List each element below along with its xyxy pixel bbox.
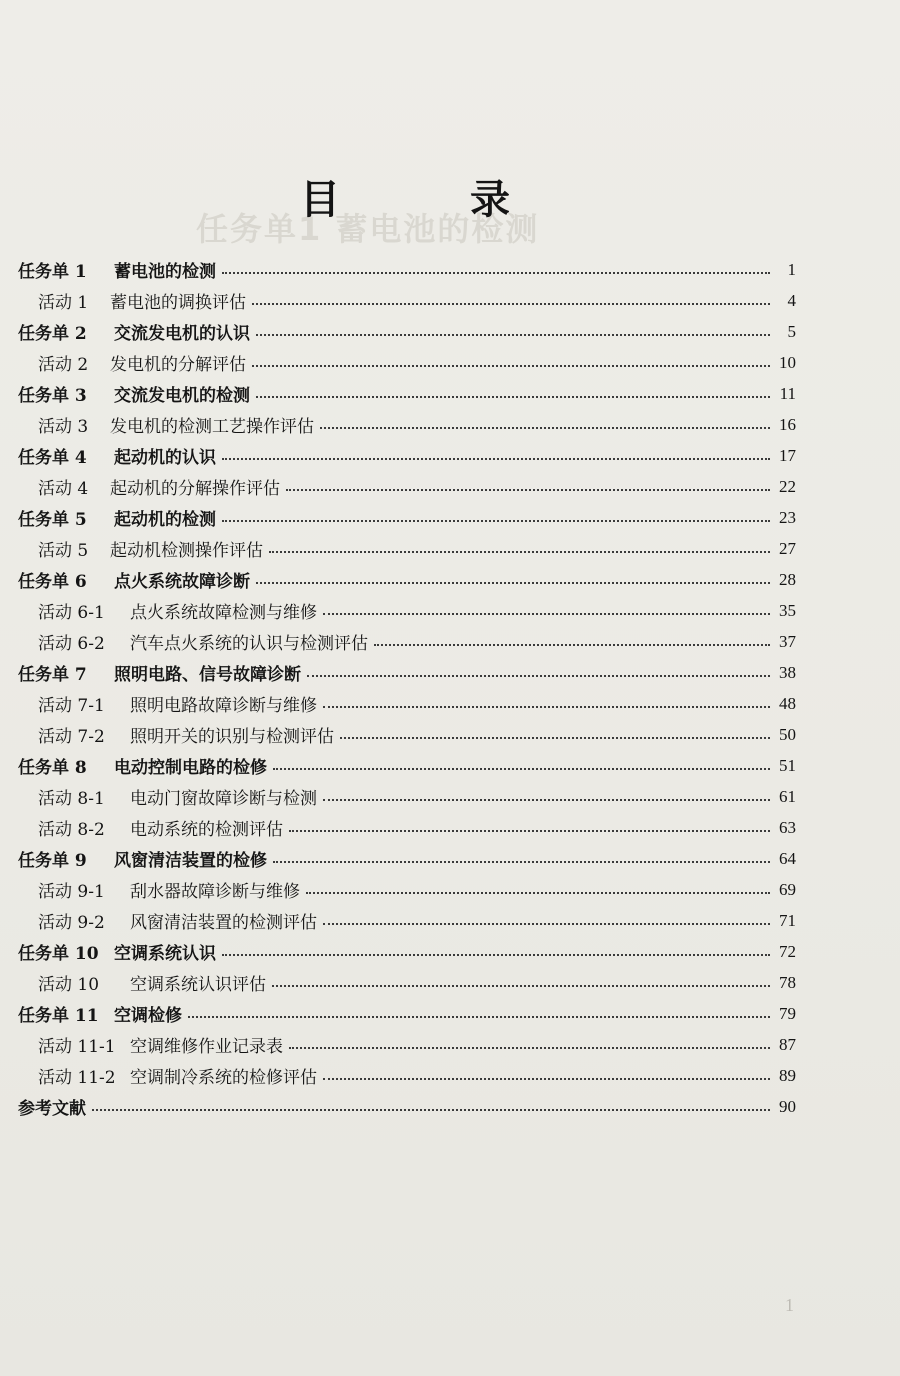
toc-page-number: 48 — [779, 693, 796, 713]
toc-activity-entry[interactable] — [18, 905, 796, 936]
toc-entry-title: 风窗清洁装置的检修 — [114, 851, 267, 871]
toc-entry-number: 活动 11-2 — [38, 1068, 116, 1088]
toc-entry-title: 起动机检测操作评估 — [110, 541, 263, 561]
toc-entry-label — [18, 567, 256, 592]
toc-entry-title: 发电机的分解评估 — [110, 355, 246, 375]
toc-entry-number: 任务单 2 — [18, 324, 87, 344]
toc-entry-title: 照明开关的识别与检测评估 — [130, 727, 334, 747]
toc-activity-entry[interactable] — [18, 409, 796, 440]
toc-entry-title: 电动门窗故障诊断与检测 — [130, 789, 317, 809]
toc-page-number: 16 — [779, 414, 796, 434]
toc-page-number: 10 — [779, 352, 796, 372]
toc-entry-label — [18, 381, 256, 406]
toc-entry-number: 任务单 6 — [18, 572, 87, 592]
toc-entry-label — [18, 784, 323, 809]
toc-entry-label — [18, 288, 252, 313]
toc-entry-label — [18, 319, 256, 344]
toc-entry-label — [18, 350, 252, 375]
toc-entry-number: 活动 8-1 — [38, 789, 105, 809]
toc-entry-title: 蓄电池的调换评估 — [110, 293, 246, 313]
toc-page-number: 17 — [779, 445, 796, 465]
dot-leader — [269, 550, 770, 553]
toc-entry-title: 蓄电池的检测 — [114, 262, 216, 282]
toc-activity-entry[interactable] — [18, 874, 796, 905]
toc-entry-label — [18, 1094, 92, 1119]
toc-page-number: 38 — [779, 662, 796, 682]
toc-entry-label — [18, 474, 286, 499]
dot-leader — [306, 891, 770, 894]
toc-task-entry[interactable] — [18, 998, 796, 1029]
toc-entry-title: 汽车点火系统的认识与检测评估 — [130, 634, 368, 654]
toc-entry-label — [18, 846, 273, 871]
toc-entry-number: 活动 5 — [38, 541, 89, 561]
toc-entry-title: 起动机的认识 — [114, 448, 216, 468]
toc-entry-label — [18, 1001, 188, 1026]
toc-activity-entry[interactable] — [18, 285, 796, 316]
toc-entry-number: 任务单 11 — [18, 1006, 99, 1026]
toc-page-number: 64 — [779, 848, 796, 868]
toc-activity-entry[interactable] — [18, 781, 796, 812]
dot-leader — [252, 364, 770, 367]
toc-page-number: 35 — [779, 600, 796, 620]
toc-entry-number: 任务单 7 — [18, 665, 87, 685]
toc-task-entry[interactable] — [18, 843, 796, 874]
toc-task-entry[interactable] — [18, 657, 796, 688]
toc-entry-number: 活动 6-2 — [38, 634, 105, 654]
toc-entry-title: 点火系统故障诊断 — [114, 572, 250, 592]
toc-activity-entry[interactable] — [18, 719, 796, 750]
toc-task-entry[interactable] — [18, 378, 796, 409]
toc-entry-number: 任务单 8 — [18, 758, 87, 778]
toc-page-number: 28 — [779, 569, 796, 589]
toc-entry-number: 活动 1 — [38, 293, 89, 313]
toc-activity-entry[interactable] — [18, 967, 796, 998]
toc-entry-label — [18, 660, 307, 685]
toc-page-number: 87 — [779, 1034, 796, 1054]
toc-entry-number: 任务单 10 — [18, 944, 99, 964]
dot-leader — [289, 829, 770, 832]
toc-entry-label — [18, 412, 320, 437]
toc-entry-number: 任务单 5 — [18, 510, 87, 530]
dot-leader — [323, 798, 770, 801]
toc-activity-entry[interactable] — [18, 626, 796, 657]
toc-entry-title: 电动控制电路的检修 — [114, 758, 267, 778]
toc-entry-label — [18, 598, 323, 623]
toc-page-number: 23 — [779, 507, 796, 527]
toc-entry-title: 空调系统认识 — [114, 944, 216, 964]
toc-page-number: 72 — [779, 941, 796, 961]
toc-entry-title: 空调维修作业记录表 — [130, 1037, 283, 1057]
toc-entry-number: 活动 9-2 — [38, 913, 105, 933]
toc-task-entry[interactable] — [18, 750, 796, 781]
toc-entry-number: 任务单 9 — [18, 851, 87, 871]
toc-entry-title: 交流发电机的检测 — [114, 386, 250, 406]
toc-task-entry[interactable] — [18, 936, 796, 967]
toc-entry-label — [18, 753, 273, 778]
dot-leader — [222, 953, 770, 956]
dot-leader — [252, 302, 770, 305]
toc-entry-number: 活动 9-1 — [38, 882, 105, 902]
toc-entry-number: 活动 7-2 — [38, 727, 105, 747]
dot-leader — [307, 674, 770, 677]
toc-entry-number: 活动 6-1 — [38, 603, 105, 623]
toc-activity-entry[interactable] — [18, 1029, 796, 1060]
toc-entry-number: 活动 7-1 — [38, 696, 105, 716]
dot-leader — [222, 519, 770, 522]
toc-entry-label — [18, 505, 222, 530]
toc-task-entry[interactable] — [18, 564, 796, 595]
page-title: 目 录 — [300, 176, 568, 223]
toc-task-entry[interactable] — [18, 254, 796, 285]
toc-entry-title: 空调系统认识评估 — [130, 975, 266, 995]
toc-page-number: 61 — [779, 786, 796, 806]
toc-entry-title: 起动机的分解操作评估 — [110, 479, 280, 499]
toc-activity-entry[interactable] — [18, 533, 796, 564]
toc-page-number: 71 — [779, 910, 796, 930]
toc-entry-label — [18, 908, 323, 933]
toc-entry-title: 点火系统故障检测与维修 — [130, 603, 317, 623]
toc-entry-label — [18, 939, 222, 964]
toc-task-entry[interactable] — [18, 502, 796, 533]
toc-entry-label — [18, 815, 289, 840]
dot-leader — [323, 1077, 770, 1080]
toc-page-number: 4 — [787, 290, 796, 310]
toc-entry-title: 风窗清洁装置的检测评估 — [130, 913, 317, 933]
dot-leader — [273, 860, 770, 863]
dot-leader — [286, 488, 770, 491]
dot-leader — [256, 333, 770, 336]
dot-leader — [188, 1015, 770, 1018]
toc-activity-entry[interactable] — [18, 347, 796, 378]
toc-entry-label — [18, 443, 222, 468]
toc-entry-label — [18, 722, 340, 747]
dot-leader — [323, 612, 770, 615]
toc-page-number: 63 — [779, 817, 796, 837]
show-through-heading: 任务单1 蓄电池的检测 — [196, 210, 540, 248]
toc-entry-number: 任务单 3 — [18, 386, 87, 406]
toc-activity-entry[interactable] — [18, 1060, 796, 1091]
toc-entry-title: 照明电路、信号故障诊断 — [114, 665, 301, 685]
dot-leader — [323, 922, 770, 925]
dot-leader — [289, 1046, 770, 1049]
toc-entry-title: 空调检修 — [114, 1006, 182, 1026]
dot-leader — [323, 705, 770, 708]
dot-leader — [273, 767, 770, 770]
toc-entry-title: 电动系统的检测评估 — [130, 820, 283, 840]
toc-entry-number: 任务单 4 — [18, 448, 87, 468]
toc-page-number: 51 — [779, 755, 796, 775]
toc-task-entry[interactable] — [18, 316, 796, 347]
toc-page-number: 90 — [779, 1096, 796, 1116]
toc-page-number: 50 — [779, 724, 796, 744]
toc-page-number: 79 — [779, 1003, 796, 1023]
dot-leader — [374, 643, 770, 646]
toc-entry-number: 活动 4 — [38, 479, 89, 499]
toc-entry-number: 活动 11-1 — [38, 1037, 116, 1057]
toc-entry-label — [18, 970, 272, 995]
toc-entry-label — [18, 1063, 323, 1088]
dot-leader — [92, 1108, 770, 1111]
toc-entry-title: 刮水器故障诊断与维修 — [130, 882, 300, 902]
toc-page-number: 27 — [779, 538, 796, 558]
toc-entry-label — [18, 257, 222, 282]
dot-leader — [340, 736, 770, 739]
toc-entry-number: 活动 10 — [38, 975, 100, 995]
dot-leader — [272, 984, 770, 987]
toc-entry-title: 空调制冷系统的检修评估 — [130, 1068, 317, 1088]
show-through-page-mark: 1 — [785, 1295, 794, 1315]
dot-leader — [256, 395, 770, 398]
toc-page-number: 5 — [787, 321, 796, 341]
table-of-contents — [18, 254, 796, 1122]
toc-entry-label — [18, 536, 269, 561]
toc-activity-entry[interactable] — [18, 812, 796, 843]
dot-leader — [256, 581, 770, 584]
toc-page-number: 78 — [779, 972, 796, 992]
toc-entry-number: 任务单 1 — [18, 262, 87, 282]
toc-entry-title: 起动机的检测 — [114, 510, 216, 530]
toc-page-number: 1 — [787, 259, 796, 279]
toc-page-number: 69 — [779, 879, 796, 899]
toc-entry-title: 发电机的检测工艺操作评估 — [110, 417, 314, 437]
toc-page-number: 11 — [779, 383, 796, 403]
toc-entry-label — [18, 877, 306, 902]
toc-entry-label — [18, 691, 323, 716]
toc-entry-title: 交流发电机的认识 — [114, 324, 250, 344]
toc-entry-title: 参考文献 — [18, 1099, 86, 1119]
toc-page-number: 22 — [779, 476, 796, 496]
toc-entry-label — [18, 1032, 289, 1057]
toc-entry-title: 照明电路故障诊断与维修 — [130, 696, 317, 716]
toc-reference-entry[interactable] — [18, 1091, 796, 1122]
dot-leader — [320, 426, 770, 429]
dot-leader — [222, 457, 770, 460]
toc-page-number: 89 — [779, 1065, 796, 1085]
toc-entry-number: 活动 3 — [38, 417, 89, 437]
toc-task-entry[interactable] — [18, 440, 796, 471]
toc-entry-label — [18, 629, 374, 654]
dot-leader — [222, 271, 770, 274]
toc-page-number: 37 — [779, 631, 796, 651]
toc-entry-number: 活动 2 — [38, 355, 89, 375]
toc-activity-entry[interactable] — [18, 471, 796, 502]
toc-activity-entry[interactable] — [18, 595, 796, 626]
toc-entry-number: 活动 8-2 — [38, 820, 105, 840]
toc-activity-entry[interactable] — [18, 688, 796, 719]
